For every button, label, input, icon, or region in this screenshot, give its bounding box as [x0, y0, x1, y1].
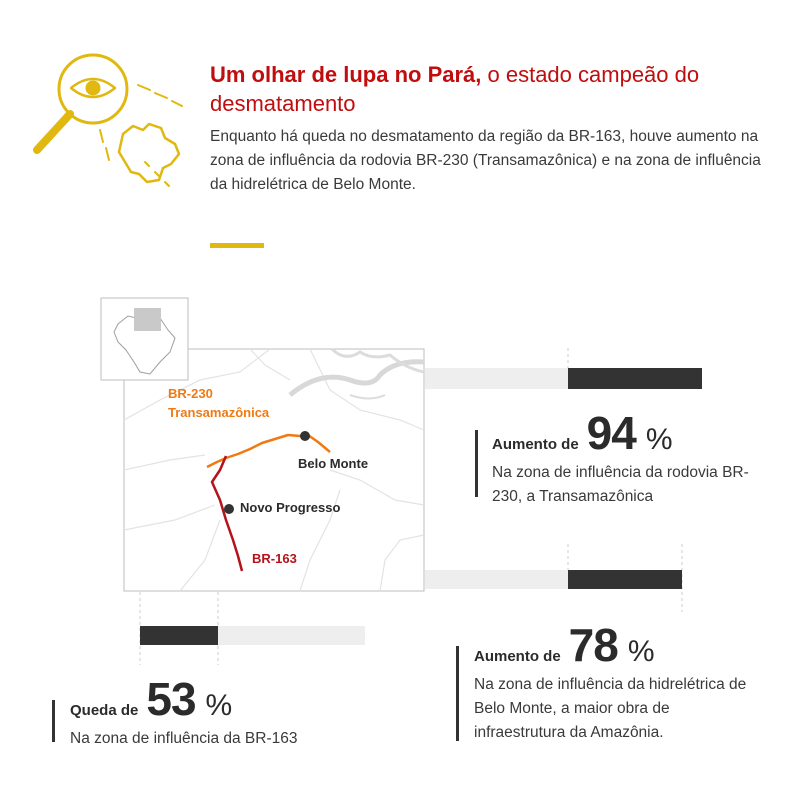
page-subtitle: Enquanto há queda no desmatamento da região da BR-163, houve aumento na zona de influência da rodovia BR-230 (Transamazônica) e na zona de influência da hidrelétrica de Belo Monte. [210, 128, 761, 193]
br163-stat [70, 673, 370, 751]
novo-progresso-marker [224, 504, 234, 514]
transamazonica-label: Transamazônica [168, 405, 270, 420]
br163-bar-track [218, 626, 365, 645]
belo-monte-bar-fill [568, 570, 682, 589]
br230-stat-description: Na zona de influência da rodovia BR-230, a Transamazônica [492, 464, 749, 505]
title-bold: Um olhar de lupa no Pará, [210, 62, 482, 87]
br163-bar-fill [140, 626, 218, 645]
belo-monte-stat-label: Aumento de [474, 648, 561, 665]
brazil-locator-icon [101, 298, 188, 380]
br163-stat-label: Queda de [70, 702, 139, 719]
belo-monte-stat-value: 78 [568, 619, 618, 671]
br230-bar-track [425, 368, 568, 389]
belo-monte-label: Belo Monte [298, 456, 369, 471]
belo-monte-marker [300, 431, 310, 441]
br230-label: BR-230 [168, 386, 213, 401]
br163-stat-rule [52, 700, 55, 742]
br230-stat-value: 94 [586, 407, 636, 459]
br230-stat-label: Aumento de [492, 436, 579, 453]
br163-stat-description: Na zona de influência da BR-163 [70, 730, 298, 747]
belo-monte-stat-rule [456, 646, 459, 741]
br230-stat-unit: % [645, 423, 673, 456]
br163-stat-value: 53 [146, 673, 196, 725]
br230-bar-fill [568, 368, 702, 389]
br230-stat [492, 407, 792, 509]
belo-monte-stat [474, 619, 784, 745]
belo-monte-stat-unit: % [627, 635, 655, 668]
belo-monte-stat-description: Na zona de influência da hidrelétrica de Belo Monte, a maior obra de infraestrutura da Amazônia. [474, 676, 747, 741]
novo-progresso-label: Novo Progresso [240, 500, 341, 515]
br163-stat-unit: % [205, 689, 233, 722]
br230-stat-rule [475, 430, 478, 497]
title-rest: o estado campeão do desmatamento [210, 62, 700, 116]
br163-label: BR-163 [252, 551, 297, 566]
belo-monte-bar-track [425, 570, 568, 589]
